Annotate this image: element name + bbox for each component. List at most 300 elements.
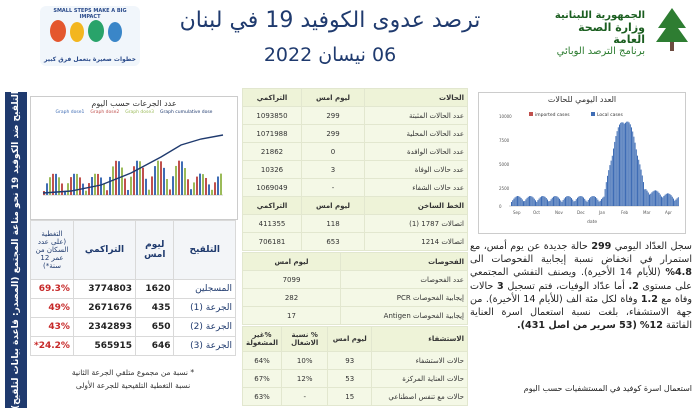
vaccine-bar — [97, 174, 99, 195]
daily-bar — [625, 123, 626, 206]
vaccine-row-coverage: 24.2%* — [31, 337, 74, 356]
vaccine-row-coverage: 49% — [31, 299, 74, 318]
daily-bar — [539, 199, 540, 206]
vaccine-bar — [175, 166, 177, 195]
vaccine-bar — [136, 161, 138, 195]
hotline-row-today: 118 — [302, 215, 365, 233]
daily-bar — [660, 195, 661, 206]
vaccine-bar — [145, 179, 147, 195]
daily-bar — [645, 189, 646, 206]
vaccine-bar — [121, 168, 123, 195]
hotline-header-label: الخط الساخن — [365, 197, 468, 215]
cases-row-cumulative: 21862 — [243, 143, 302, 161]
table-row — [243, 271, 468, 289]
cases-row-today: 299 — [302, 125, 365, 143]
daily-bar — [542, 196, 543, 206]
daily-bar — [565, 197, 566, 206]
vaccine-bar — [208, 184, 210, 195]
hosp-row-today: 53 — [328, 370, 372, 388]
hotline-row-cumulative: 411355 — [243, 215, 302, 233]
vaccine-bar — [154, 166, 156, 195]
vaccine-bar — [85, 191, 87, 195]
hosp-row-occupancy: 12% — [282, 370, 328, 388]
daily-bar — [547, 200, 548, 206]
daily-bar — [605, 189, 606, 206]
tests-row-today: 7099 — [243, 271, 341, 289]
daily-bar — [575, 201, 576, 206]
tests-header-label: الفحوصات — [341, 253, 468, 271]
vaccine-bar — [220, 174, 222, 195]
vaccine-bar — [205, 178, 207, 195]
summary-text: حالة جديدة عن يوم أمس، مع استمرار في انخفاض نسبة إيجابية الفحوصات الى — [470, 241, 692, 266]
hosp-row-occupancy: 10% — [282, 352, 328, 370]
daily-bar — [529, 196, 530, 206]
daily-bar — [596, 198, 597, 206]
summary-number: 3 — [497, 280, 504, 292]
legend-imported-swatch — [529, 112, 533, 116]
cases-row-cumulative: 1093850 — [243, 107, 302, 125]
daily-bar — [528, 197, 529, 206]
tests-table — [242, 252, 468, 325]
table-row — [243, 370, 468, 388]
daily-bar — [629, 122, 630, 206]
daily-bar — [641, 170, 642, 206]
hospitalization-table — [242, 326, 468, 406]
daily-bar — [608, 170, 609, 206]
vaccine-bar — [124, 179, 126, 195]
tests-row-label: إيجابية الفحوصات Antigen — [341, 307, 468, 325]
daily-bar — [549, 201, 550, 206]
daily-bar — [639, 164, 640, 206]
daily-bar — [585, 201, 586, 206]
daily-bar — [570, 197, 571, 206]
vaccine-bar — [187, 179, 189, 195]
vaccine-bar — [109, 177, 111, 195]
legend-cumulative: Graph cumulative dose — [160, 110, 213, 115]
daily-bar — [657, 192, 658, 206]
page-title: ترصد عدوى الكوفيد 19 في لبنان — [179, 8, 481, 33]
daily-bar — [551, 199, 552, 206]
beds-usage-caption: استعمال اسرة كوفيد في المستشفيات حسب اليوم — [523, 384, 692, 393]
daily-bar — [626, 122, 627, 206]
daily-bar — [620, 123, 621, 206]
ministry-line-1: الجمهورية اللبنانية — [554, 10, 645, 21]
daily-xtick: Sep — [513, 210, 521, 215]
ministry-name — [545, 10, 645, 58]
daily-bar — [677, 198, 678, 206]
daily-bar — [665, 195, 666, 206]
hotline-row-cumulative: 706181 — [243, 233, 302, 251]
vaccine-header-label: التلقيح — [174, 221, 236, 280]
cases-row-today: - — [302, 179, 365, 197]
vaccine-row-label: الجرعة (2) — [174, 318, 236, 337]
vaccine-chart-title: عدد الجرعات حسب اليوم — [91, 99, 177, 108]
daily-bar — [654, 191, 655, 206]
campaign-slogan-ar: خطوات صغيرة بتعمل فرق كبير — [44, 56, 136, 63]
daily-bar — [571, 198, 572, 206]
vaccine-bar — [184, 168, 186, 195]
campaign-logo — [40, 6, 140, 66]
table-row — [243, 307, 468, 325]
hosp-row-occupancy: - — [282, 388, 328, 406]
daily-bar — [630, 124, 631, 206]
vaccine-row-coverage: 69.3% — [31, 280, 74, 299]
vaccine-chart-plot — [31, 115, 237, 211]
cases-table — [242, 88, 468, 197]
vaccine-bar — [127, 190, 129, 195]
daily-bar — [593, 196, 594, 206]
vaccine-row-label: المسجلين — [174, 280, 236, 299]
vaccine-header-coverage: التغطية (على عدد السكان من عمر 12 سنة*) — [31, 221, 74, 280]
daily-bar — [599, 201, 600, 206]
table-row — [243, 233, 468, 251]
vaccine-bar — [172, 176, 174, 195]
daily-bar — [554, 196, 555, 206]
daily-bar — [601, 199, 602, 206]
cases-row-today: 299 — [302, 107, 365, 125]
vaccine-row-label: الجرعة (1) — [174, 299, 236, 318]
cases-header-cumulative: التراكمي — [243, 89, 302, 107]
daily-bar — [559, 199, 560, 206]
hotline-row-label: اتصالات 1214 — [365, 233, 468, 251]
vaccine-bar — [160, 161, 162, 195]
daily-bar — [669, 194, 670, 206]
table-row — [243, 125, 468, 143]
daily-ytick: 10000 — [499, 114, 512, 119]
cases-row-cumulative: 1071988 — [243, 125, 302, 143]
daily-bar — [525, 199, 526, 206]
daily-bar — [513, 199, 514, 206]
vaccine-bar — [67, 183, 69, 195]
daily-bar — [606, 182, 607, 206]
hosp-row-label: حالات مع تنفس اصطناعي — [372, 388, 468, 406]
hosp-row-label: حالات الاستشفاء — [372, 352, 468, 370]
daily-bar — [535, 200, 536, 206]
vaccine-row-cumulative: 2342893 — [73, 318, 135, 337]
daily-bar — [511, 202, 512, 206]
daily-bar — [614, 142, 615, 206]
daily-xtick: Dec — [577, 210, 585, 215]
daily-ytick: 7500 — [499, 138, 510, 143]
daily-bar — [611, 161, 612, 206]
vaccine-bar — [157, 161, 159, 195]
daily-bar — [512, 200, 513, 206]
summary-text: سجل العدّاد اليومي — [614, 241, 692, 252]
vaccine-bar — [178, 161, 180, 195]
daily-bar — [672, 197, 673, 206]
vaccine-row-cumulative: 3774803 — [73, 280, 135, 299]
table-row — [31, 318, 236, 337]
daily-bar — [603, 197, 604, 206]
summary-number: 12% — [639, 320, 663, 332]
cases-row-cumulative: 10326 — [243, 161, 302, 179]
cases-row-label: عدد الحالات المثبتة — [365, 107, 468, 125]
vaccine-bar — [214, 182, 216, 195]
table-row — [243, 107, 468, 125]
summary-text: من جهة الاستشفاء، بلغت نسبة استعمال اسرة العناية الفائقة — [470, 293, 692, 332]
table-row — [243, 289, 468, 307]
daily-bar — [668, 193, 669, 206]
daily-ytick: 0 — [499, 204, 502, 209]
table-row — [243, 161, 468, 179]
cases-header-label: الحالات — [365, 89, 468, 107]
daily-bar — [558, 197, 559, 206]
vaccine-bar — [190, 189, 192, 195]
daily-bar — [638, 160, 639, 206]
vaccine-bar — [217, 177, 219, 195]
hosp-row-free: 64% — [243, 352, 282, 370]
daily-bar — [534, 199, 535, 206]
hosp-row-today: 93 — [328, 352, 372, 370]
daily-ytick: 2500 — [499, 186, 510, 191]
vaccine-bar — [76, 174, 78, 195]
vaccine-bar — [196, 177, 198, 195]
vaccine-row-today: 650 — [136, 318, 174, 337]
vaccine-bar — [142, 168, 144, 195]
daily-bar — [642, 175, 643, 206]
vaccine-bar — [166, 179, 168, 195]
vaccine-bar — [130, 177, 132, 195]
ministry-line-3: برنامج الترصد الوبائي — [556, 46, 645, 57]
daily-bar — [540, 197, 541, 206]
legend-local: Local cases — [597, 113, 623, 118]
daily-bar — [662, 197, 663, 206]
cases-row-label: عدد حالات الوفاة — [365, 161, 468, 179]
vaccine-header-cumulative: التراكمي — [73, 221, 135, 280]
hosp-header-label: الاستشفاء — [372, 327, 468, 352]
daily-bar — [624, 124, 625, 206]
hosp-row-label: حالات العناية المركزة — [372, 370, 468, 388]
hosp-row-free: 63% — [243, 388, 282, 406]
daily-bar — [531, 196, 532, 206]
daily-bar — [581, 196, 582, 206]
vaccine-bar — [70, 177, 72, 195]
daily-bar — [590, 197, 591, 206]
cases-row-today: 3 — [302, 161, 365, 179]
hosp-row-today: 15 — [328, 388, 372, 406]
daily-bar — [572, 200, 573, 206]
daily-bar — [552, 198, 553, 206]
daily-bar — [607, 176, 608, 206]
vaccine-row-label: الجرعة (3) — [174, 337, 236, 356]
daily-bar — [651, 192, 652, 206]
daily-bar — [541, 196, 542, 206]
daily-bar — [674, 201, 675, 206]
daily-bar — [579, 196, 580, 206]
hotline-row-label: اتصالات 1787 (1) — [365, 215, 468, 233]
summary-number: 2. — [628, 280, 639, 292]
hotline-header-cumulative: التراكمي — [243, 197, 302, 215]
daily-bar — [602, 198, 603, 206]
daily-xlabel: date — [587, 220, 598, 225]
daily-cases-chart — [478, 92, 686, 234]
daily-bar — [530, 196, 531, 206]
daily-bar — [661, 197, 662, 206]
vaccine-bar — [211, 190, 213, 195]
vaccine-bar — [94, 174, 96, 195]
vaccination-banner — [5, 92, 27, 408]
daily-bar — [563, 200, 564, 206]
daily-xtick: Oct — [533, 210, 540, 215]
table-row — [31, 299, 236, 318]
daily-bar — [667, 193, 668, 206]
daily-bar — [588, 200, 589, 206]
summary-number: 4.8% — [665, 267, 692, 279]
hotline-header-today: ليوم امس — [302, 197, 365, 215]
table-row — [243, 215, 468, 233]
daily-bar — [649, 195, 650, 206]
daily-bar — [553, 197, 554, 206]
daily-bar — [583, 197, 584, 206]
daily-bar — [656, 191, 657, 206]
hotline-row-today: 653 — [302, 233, 365, 251]
daily-xtick: Feb — [621, 210, 629, 215]
daily-bar — [644, 189, 645, 206]
daily-bar — [537, 200, 538, 206]
cases-row-today: 0 — [302, 143, 365, 161]
table-row — [243, 179, 468, 197]
summary-number: 299 — [591, 241, 612, 252]
daily-bar — [619, 125, 620, 206]
vaccine-row-today: 435 — [136, 299, 174, 318]
daily-bar — [548, 201, 549, 206]
vaccine-bar — [202, 174, 204, 195]
hosp-header-today: ليوم امس — [328, 327, 372, 352]
daily-bar — [519, 197, 520, 206]
daily-ytick: 5000 — [499, 162, 510, 167]
daily-bar — [521, 198, 522, 206]
daily-bar — [675, 200, 676, 206]
daily-bar — [647, 191, 648, 206]
daily-bar — [564, 198, 565, 206]
daily-bar — [632, 132, 633, 206]
daily-bar — [650, 194, 651, 206]
vaccine-bar — [181, 161, 183, 195]
hosp-header-occupancy: % نسبة الاشغال — [282, 327, 328, 352]
vaccine-bar — [61, 183, 63, 195]
vaccine-bar — [73, 174, 75, 195]
hotline-table — [242, 196, 468, 251]
campaign-shape-blue — [108, 22, 122, 42]
daily-bar — [569, 196, 570, 206]
vaccine-bar — [139, 161, 141, 195]
legend-dose1: Graph dose1 — [55, 110, 85, 115]
daily-bar — [533, 197, 534, 206]
tests-row-today: 17 — [243, 307, 341, 325]
vaccine-notes — [30, 366, 236, 392]
daily-bar — [536, 202, 537, 206]
cases-row-label: عدد حالات الشفاء — [365, 179, 468, 197]
daily-bar — [589, 198, 590, 206]
summary-text: ويصنف التفشي المجتمعي على مستوى — [470, 267, 693, 292]
vaccine-row-today: 646 — [136, 337, 174, 356]
daily-bar — [627, 122, 628, 206]
cases-row-cumulative: 1069049 — [243, 179, 302, 197]
hosp-row-free: 67% — [243, 370, 282, 388]
daily-bar — [555, 196, 556, 206]
vaccine-bar — [148, 190, 150, 195]
vaccination-table — [30, 220, 236, 356]
daily-bar — [609, 165, 610, 206]
daily-bar — [523, 201, 524, 206]
daily-bar — [561, 202, 562, 206]
campaign-shape-green — [88, 20, 104, 42]
vaccine-bar — [100, 177, 102, 195]
vaccine-bar — [88, 183, 90, 195]
daily-bar — [524, 201, 525, 206]
daily-bar — [518, 196, 519, 206]
daily-bar — [587, 202, 588, 206]
daily-bar — [577, 198, 578, 206]
vaccination-banner-text: التلقيح ضد الكوفيد 19 نحو مناعة المجتمع (المصدر: قاعدة بيانات لتلقيح) — [11, 90, 21, 409]
daily-bar — [543, 196, 544, 206]
vaccine-bar — [103, 184, 105, 195]
daily-bar — [516, 196, 517, 206]
summary-text: أما عدّاد الوفيات، فتم تسجيل — [507, 280, 625, 292]
daily-bar — [633, 137, 634, 206]
daily-bar — [557, 196, 558, 206]
table-row — [31, 337, 236, 356]
summary-number: 1.2 — [640, 293, 658, 305]
daily-xtick: Mar — [643, 210, 651, 215]
vaccine-row-coverage: 43% — [31, 318, 74, 337]
vaccine-bar — [79, 177, 81, 195]
daily-bar — [545, 197, 546, 206]
daily-bar — [594, 196, 595, 206]
vaccine-bar — [151, 176, 153, 195]
vaccine-note-1: * نسبة من مجموع متلقي الجرعة الثانية — [71, 368, 195, 377]
daily-bar — [637, 156, 638, 206]
cases-header-today: ليوم امس — [302, 89, 365, 107]
daily-bar — [615, 136, 616, 206]
daily-bar — [560, 200, 561, 206]
cedar-emblem-icon — [652, 6, 692, 54]
daily-chart-title: العدد اليومي للحالات — [547, 95, 617, 104]
daily-chart-plot — [479, 104, 685, 228]
vaccine-bar — [169, 189, 171, 195]
daily-bar — [621, 122, 622, 206]
ministry-line-2: وزارة الصحة العامة — [578, 21, 645, 46]
vaccine-doses-chart — [30, 96, 238, 220]
table-row — [243, 143, 468, 161]
daily-bar — [576, 199, 577, 206]
daily-bar — [517, 196, 518, 206]
daily-bar — [582, 197, 583, 206]
daily-bar — [567, 196, 568, 206]
vaccine-bar — [199, 174, 201, 195]
daily-bar — [655, 190, 656, 206]
daily-bar — [546, 198, 547, 206]
report-date: 06 نيسان 2022 — [263, 44, 397, 66]
daily-bar — [600, 201, 601, 206]
vaccine-bar — [163, 168, 165, 195]
table-row — [31, 280, 236, 299]
daily-bar — [591, 196, 592, 206]
daily-bar — [671, 195, 672, 206]
table-row — [243, 352, 468, 370]
daily-bar — [666, 194, 667, 206]
table-row — [243, 388, 468, 406]
daily-bar — [631, 127, 632, 206]
daily-xtick: Jan — [599, 210, 606, 215]
vaccine-bar — [106, 190, 108, 195]
cases-row-label: عدد الحالات الوافدة — [365, 143, 468, 161]
daily-bar — [648, 192, 649, 206]
daily-bar — [635, 143, 636, 206]
daily-bar — [566, 196, 567, 206]
daily-bar — [623, 123, 624, 206]
daily-bar — [678, 197, 679, 206]
